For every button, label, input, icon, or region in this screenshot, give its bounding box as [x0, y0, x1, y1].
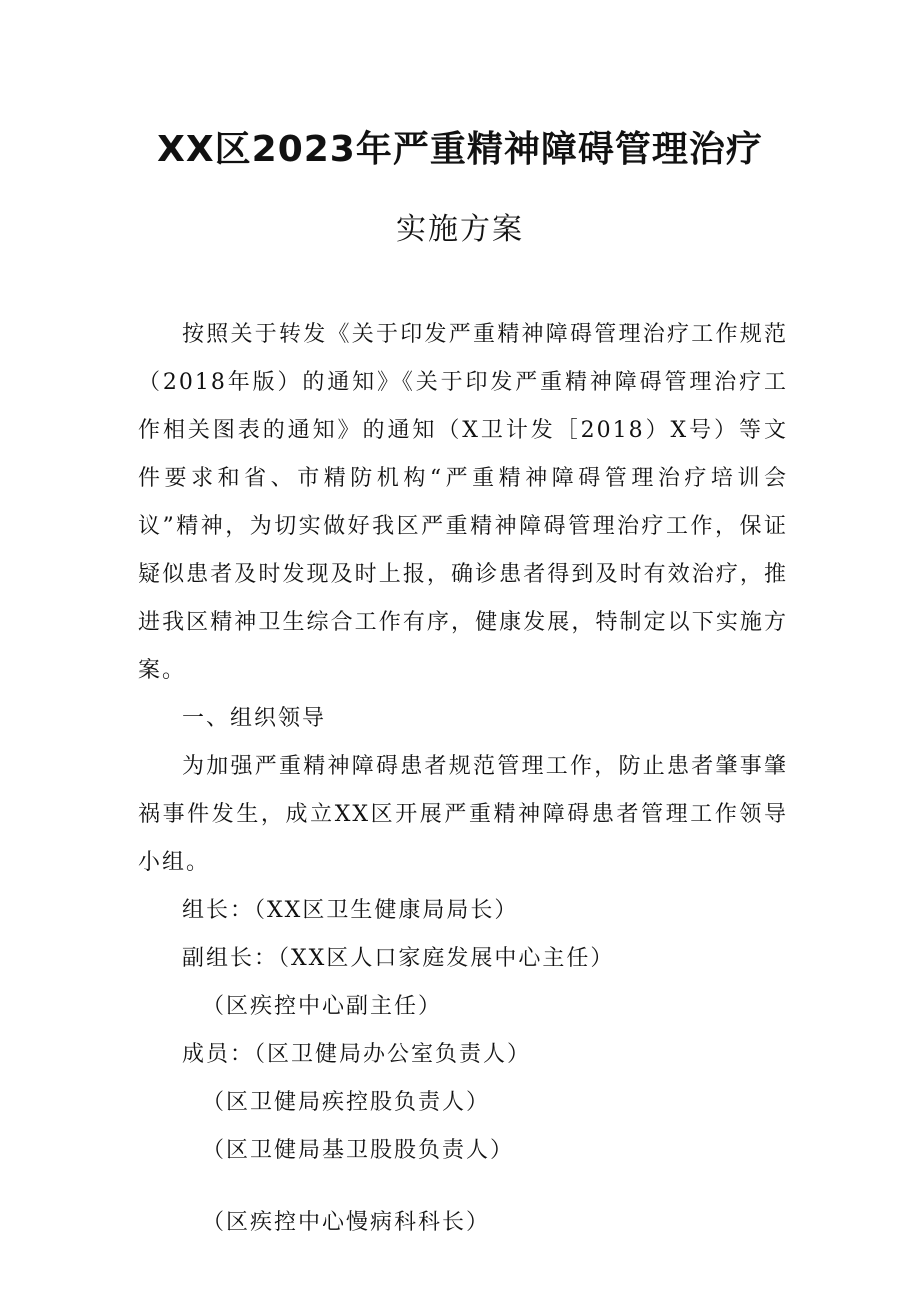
- organization-paragraph: 为加强严重精神障碍患者规范管理工作，防止患者肇事肇祸事件发生，成立XX区开展严重精神障碍患者管理工作领导小组。: [138, 754, 788, 875]
- deputy-leader-line: 副组长：（XX区人口家庭发展中心主任）: [182, 946, 615, 971]
- member-line-3: （区卫健局基卫股股负责人）: [202, 1138, 515, 1163]
- spacer: [138, 1175, 788, 1199]
- member-line-1: 成员：（区卫健局办公室负责人）: [182, 1042, 532, 1067]
- member-line-2: （区卫健局疾控股负责人）: [202, 1090, 491, 1115]
- leader-line: 组长：（XX区卫生健康局局长）: [182, 898, 519, 923]
- member-line-4: （区疾控中心慢病科科长）: [202, 1210, 491, 1235]
- document-body: [138, 311, 788, 1247]
- intro-paragraph: 按照关于转发《关于印发严重精神障碍管理治疗工作规范（2018年版）的通知》《关于印发严重精神障碍管理治疗工作相关图表的通知》的通知（X卫计发［2018）X号）等文件要求和省、市精防机构“严重精神障碍管理治疗培训会议”精神，为切实做好我区严重精神障碍管理治疗工作，保证疑似患者及时发现及时上报，确诊患者得到及时有效治疗，推进我区精神卫生综合工作有序，健康发展，特制定以下实施方案。: [138, 322, 788, 683]
- document-title: XX区2023年严重精神障碍管理治疗: [157, 129, 763, 170]
- section-heading-organization: 一、组织领导: [182, 706, 327, 731]
- deputy-leader-line-2: （区疾控中心副主任）: [202, 994, 443, 1019]
- document-subtitle: 实施方案: [396, 212, 524, 247]
